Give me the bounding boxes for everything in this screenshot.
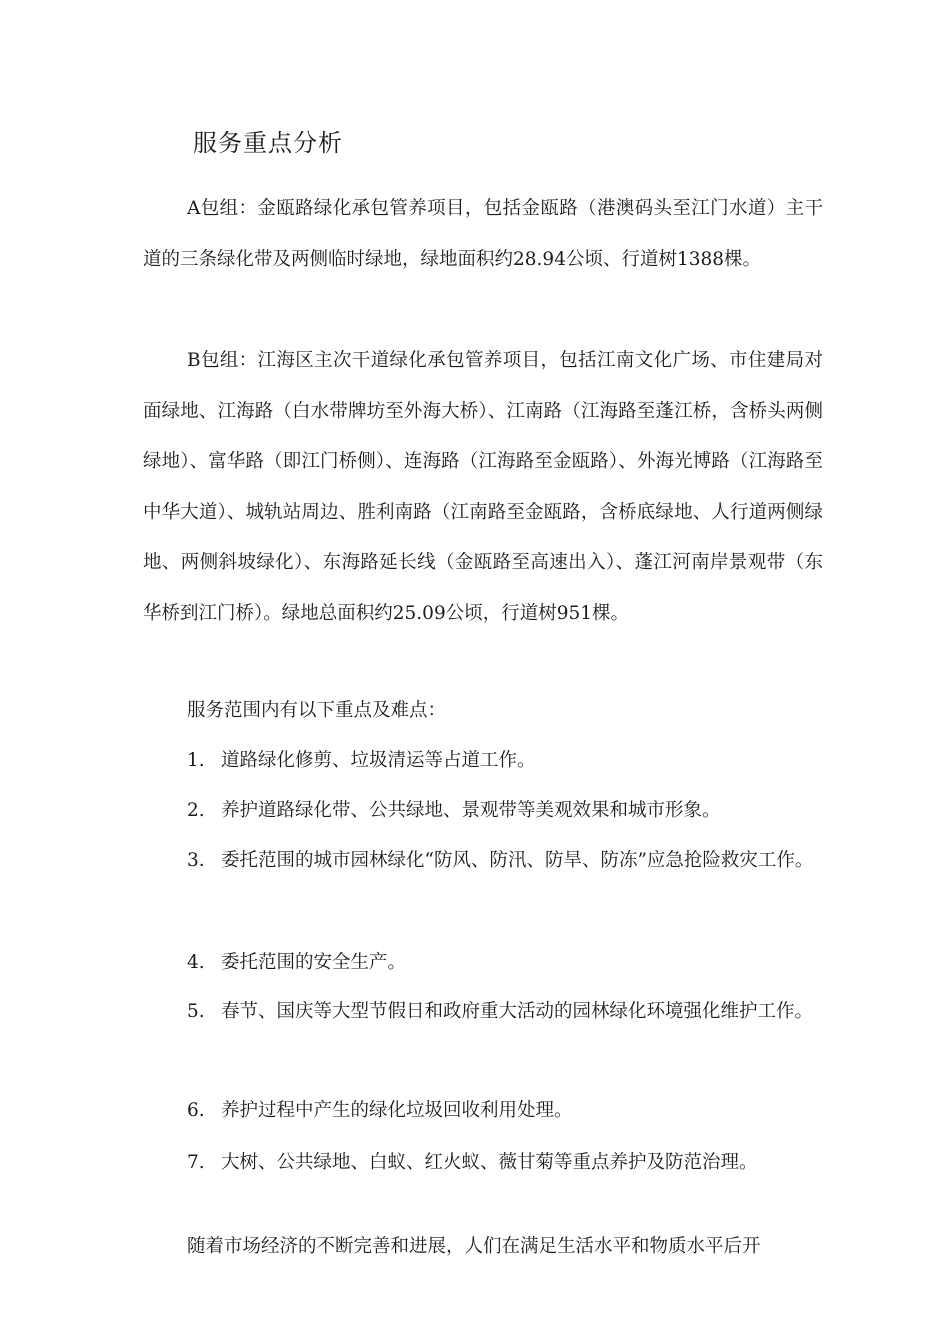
list-item-text: 委托范围的安全生产。 [221, 952, 407, 973]
closing-paragraph: 随着市场经济的不断完善和进展，人们在满足生活水平和物质水平后开 [187, 1236, 761, 1257]
list-item-text: 大树、公共绿地、白蚁、红火蚁、薇甘菊等重点养护及防范治理。 [221, 1152, 758, 1173]
list-item-text: 养护道路绿化带、公共绿地、景观带等美观效果和城市形象。 [221, 800, 721, 821]
list-item-number: 6. [187, 1100, 205, 1121]
list-item [187, 835, 821, 886]
list-item-number: 5. [187, 1001, 205, 1022]
list-item [187, 946, 821, 980]
list-item-text: 春节、国庆等大型节假日和政府重大活动的园林绿化环境强化维护工作。 [221, 1001, 814, 1022]
paragraph-a: A包组：金瓯路绿化承包管养项目，包括金瓯路（港澳码头至江门水道）主干道的三条绿化带及两侧临时绿地，绿地面积约28.94公顷、行道树1388棵。 [143, 198, 823, 270]
list-item-number: 3. [187, 850, 205, 871]
list-intro: 服务范围内有以下重点及难点： [187, 700, 447, 721]
list-item-text: 养护过程中产生的绿化垃圾回收利用处理。 [221, 1100, 573, 1121]
list-item-number: 2. [187, 800, 205, 821]
list-item-number: 4. [187, 952, 205, 973]
list-item [187, 744, 821, 778]
list-item [187, 1094, 821, 1128]
section-heading: 服务重点分析 [193, 129, 343, 157]
list-item [187, 1146, 761, 1180]
paragraph-b: B包组：江海区主次干道绿化承包管养项目，包括江南文化广场、市住建局对面绿地、江海路（白水带牌坊至外海大桥）、江南路（江海路至蓬江桥，含桥头两侧绿地）、富华路（即江门桥侧）、连海路（江海路至金瓯路）、外海光博路（江海路至中华大道）、城轨站周边、胜利南路（江南路至金瓯路，含桥底绿地、人行道两侧绿地、两侧斜坡绿化）、东海路延长线（金瓯路至高速出入）、蓬江河南岸景观带（东华桥到江门桥）。绿地总面积约25.09公顷，行道树951棵。 [143, 350, 823, 624]
list-item [187, 794, 821, 828]
list-item [187, 986, 821, 1037]
list-item-number: 1. [187, 750, 205, 771]
list-item-text: 道路绿化修剪、垃圾清运等占道工作。 [221, 750, 536, 771]
list-item-text: 委托范围的城市园林绿化“防风、防汛、防旱、防冻”应急抢险救灾工作。 [221, 850, 814, 871]
list-item-number: 7. [187, 1152, 205, 1173]
